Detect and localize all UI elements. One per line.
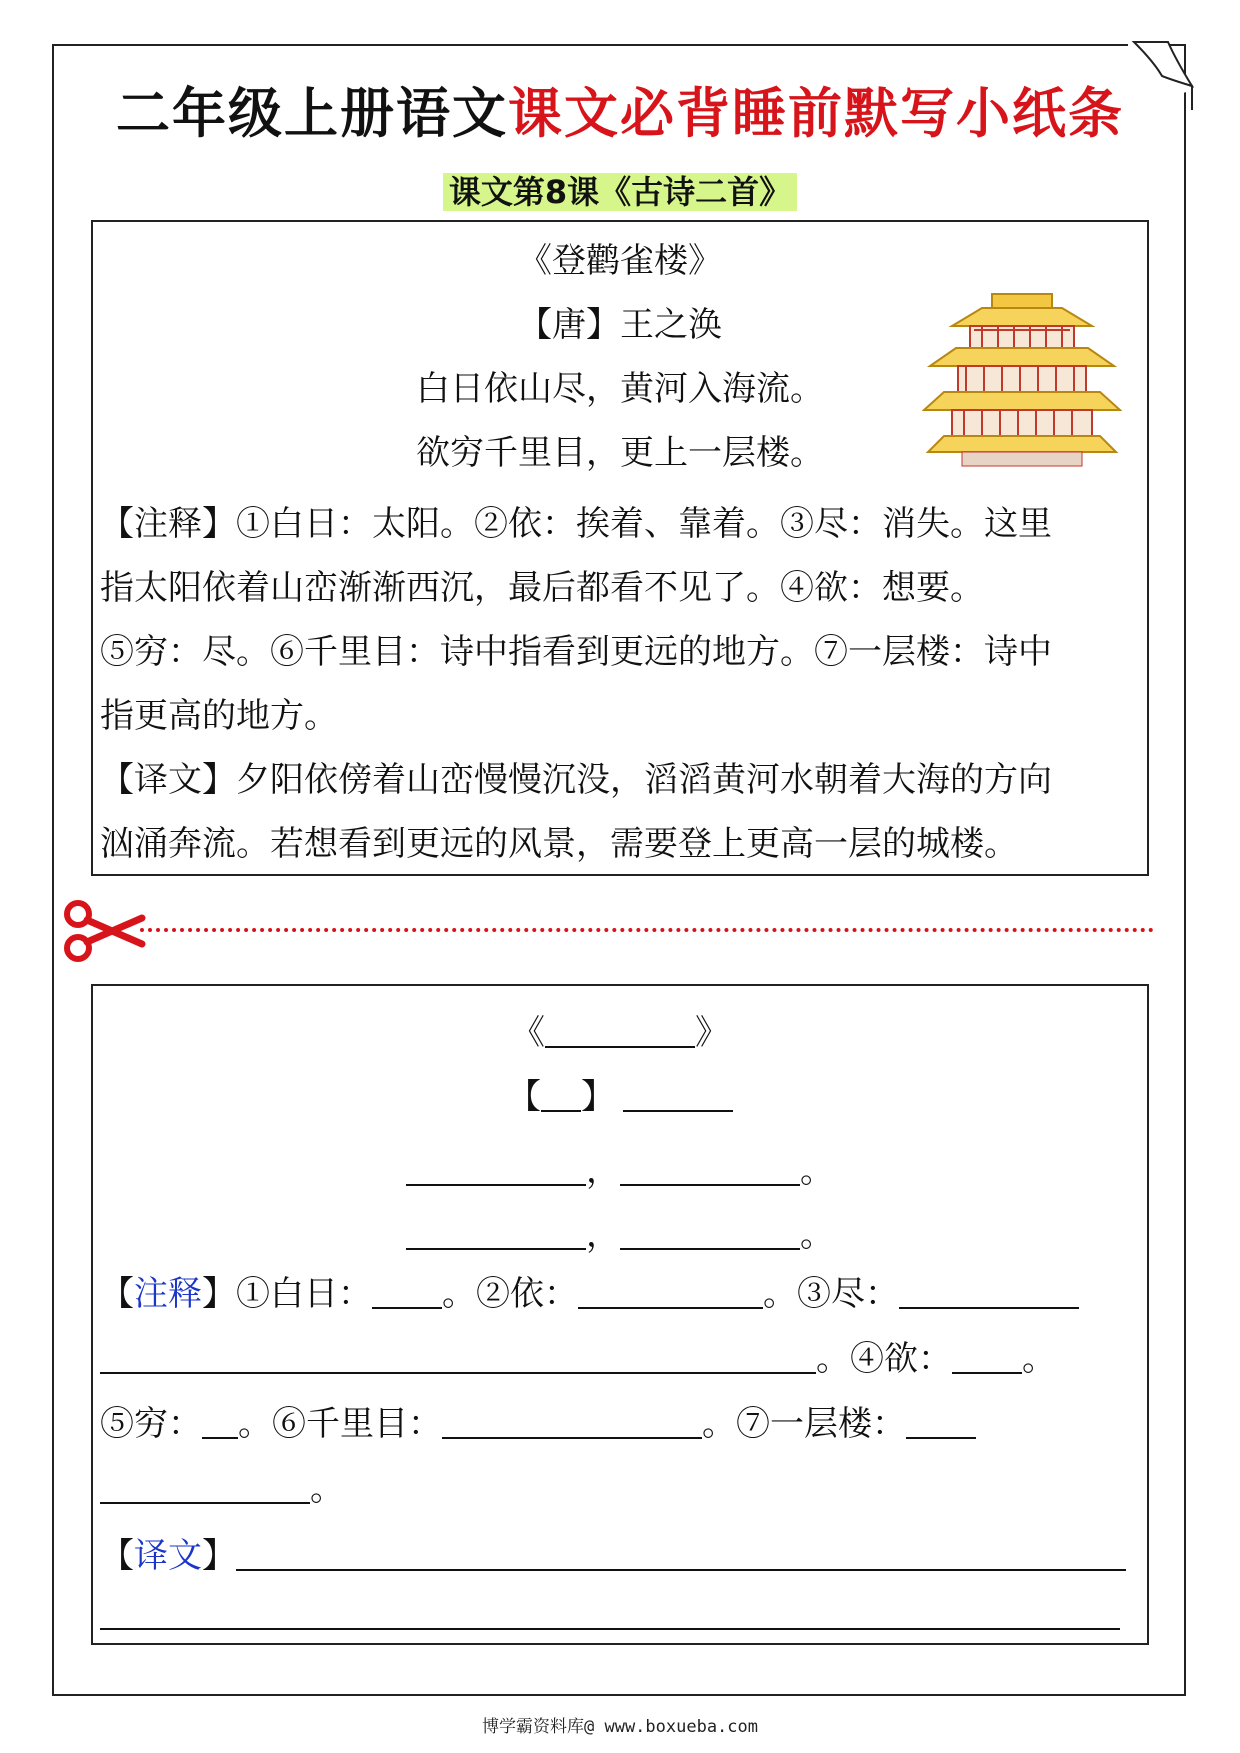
notes-paragraph xyxy=(100,492,1140,876)
translation-line-2: 汹涌奔流。若想看到更远的风景，需要登上更高一层的城楼。 xyxy=(100,824,1018,864)
translation-label-open: 【 xyxy=(100,1536,134,1576)
poem-author: 【唐】王之涣 xyxy=(518,305,722,345)
practice-comma-2: ， xyxy=(586,1215,620,1255)
note-3-label: 。③尽： xyxy=(763,1274,899,1314)
blank-line2-b[interactable] xyxy=(620,1212,800,1250)
blank-note-2[interactable] xyxy=(578,1271,763,1309)
practice-author-open: 【 xyxy=(507,1077,541,1117)
practice-comma-1: ， xyxy=(586,1151,620,1191)
note-4-label: 。④欲： xyxy=(816,1339,952,1379)
blank-note-7[interactable] xyxy=(906,1401,976,1439)
page-title xyxy=(0,78,1240,150)
note-4-end: 。 xyxy=(1022,1339,1056,1379)
poem-title: 《登鹳雀楼》 xyxy=(518,241,722,281)
notes-label: 注释 xyxy=(134,1274,202,1314)
footer-watermark: 博学霸资料库@ www.boxueba.com xyxy=(482,1717,758,1737)
notes-line-1: 【注释】①白日：太阳。②依：挨着、靠着。③尽：消失。这里 xyxy=(100,504,1052,544)
note-2-label: 。②依： xyxy=(442,1274,578,1314)
practice-notes-row-3 xyxy=(100,1398,1140,1450)
practice-title-open: 《 xyxy=(511,1013,545,1053)
blank-line1-a[interactable] xyxy=(406,1148,586,1186)
practice-notes-row-1 xyxy=(100,1268,1140,1320)
notes-line-2: 指太阳依着山峦渐渐西沉，最后都看不见了。④欲：想要。 xyxy=(100,568,984,608)
cut-line xyxy=(140,928,1154,932)
title-red-part: 课文必背睡前默写小纸条 xyxy=(508,82,1124,145)
practice-title-row xyxy=(0,1010,1240,1056)
practice-translation-row xyxy=(100,1530,1140,1582)
blank-dynasty[interactable] xyxy=(541,1074,581,1112)
tower-illustration xyxy=(922,290,1122,470)
title-black-part: 二年级上册语文 xyxy=(116,82,508,145)
practice-period-2: 。 xyxy=(800,1215,834,1255)
practice-notes-row-2 xyxy=(100,1333,1140,1385)
translation-line-1: 【译文】夕阳依傍着山峦慢慢沉没，滔滔黄河水朝着大海的方向 xyxy=(100,760,1052,800)
lesson-subtitle-text: 课文第8课《古诗二首》 xyxy=(443,173,797,211)
notes-label-open: 【 xyxy=(100,1274,134,1314)
notes-line-4: 指更高的地方。 xyxy=(100,696,338,736)
poem-line-2: 欲穷千里目，更上一层楼。 xyxy=(416,433,824,473)
translation-label-close: 】 xyxy=(202,1536,236,1576)
blank-note-5[interactable] xyxy=(202,1401,238,1439)
blank-translation-2[interactable] xyxy=(100,1628,1120,1630)
note-6-label: 。⑥千里目： xyxy=(238,1404,442,1444)
blank-note-3[interactable] xyxy=(899,1271,1079,1309)
blank-poem-title[interactable] xyxy=(545,1010,695,1048)
practice-author-row xyxy=(0,1074,1240,1120)
practice-title-close: 》 xyxy=(695,1013,729,1053)
notes-line-3: ⑤穷：尽。⑥千里目：诗中指看到更远的地方。⑦一层楼：诗中 xyxy=(100,632,1052,672)
note-5-label: ⑤穷： xyxy=(100,1404,202,1444)
blank-note-6[interactable] xyxy=(442,1401,702,1439)
blank-line1-b[interactable] xyxy=(620,1148,800,1186)
note-7-label: 。⑦一层楼： xyxy=(702,1404,906,1444)
poem-line-1: 白日依山尽，黄河入海流。 xyxy=(416,369,824,409)
practice-notes-row-4 xyxy=(100,1463,1140,1515)
translation-label: 译文 xyxy=(134,1536,202,1576)
note-7-end: 。 xyxy=(310,1469,344,1509)
note-1-label: ①白日： xyxy=(236,1274,372,1314)
practice-line-2 xyxy=(0,1212,1240,1258)
blank-line2-a[interactable] xyxy=(406,1212,586,1250)
blank-note-7-cont[interactable] xyxy=(100,1466,310,1504)
blank-translation-1[interactable] xyxy=(236,1533,1126,1571)
blank-note-4[interactable] xyxy=(952,1336,1022,1374)
scissors-icon xyxy=(62,900,146,962)
practice-author-close: 】 xyxy=(581,1077,615,1117)
blank-note-1[interactable] xyxy=(372,1271,442,1309)
practice-line-1 xyxy=(0,1148,1240,1194)
notes-label-close: 】 xyxy=(202,1274,236,1314)
blank-author[interactable] xyxy=(623,1074,733,1112)
practice-period-1: 。 xyxy=(800,1151,834,1191)
lesson-subtitle xyxy=(0,170,1240,214)
blank-note-3-cont[interactable] xyxy=(100,1336,816,1374)
